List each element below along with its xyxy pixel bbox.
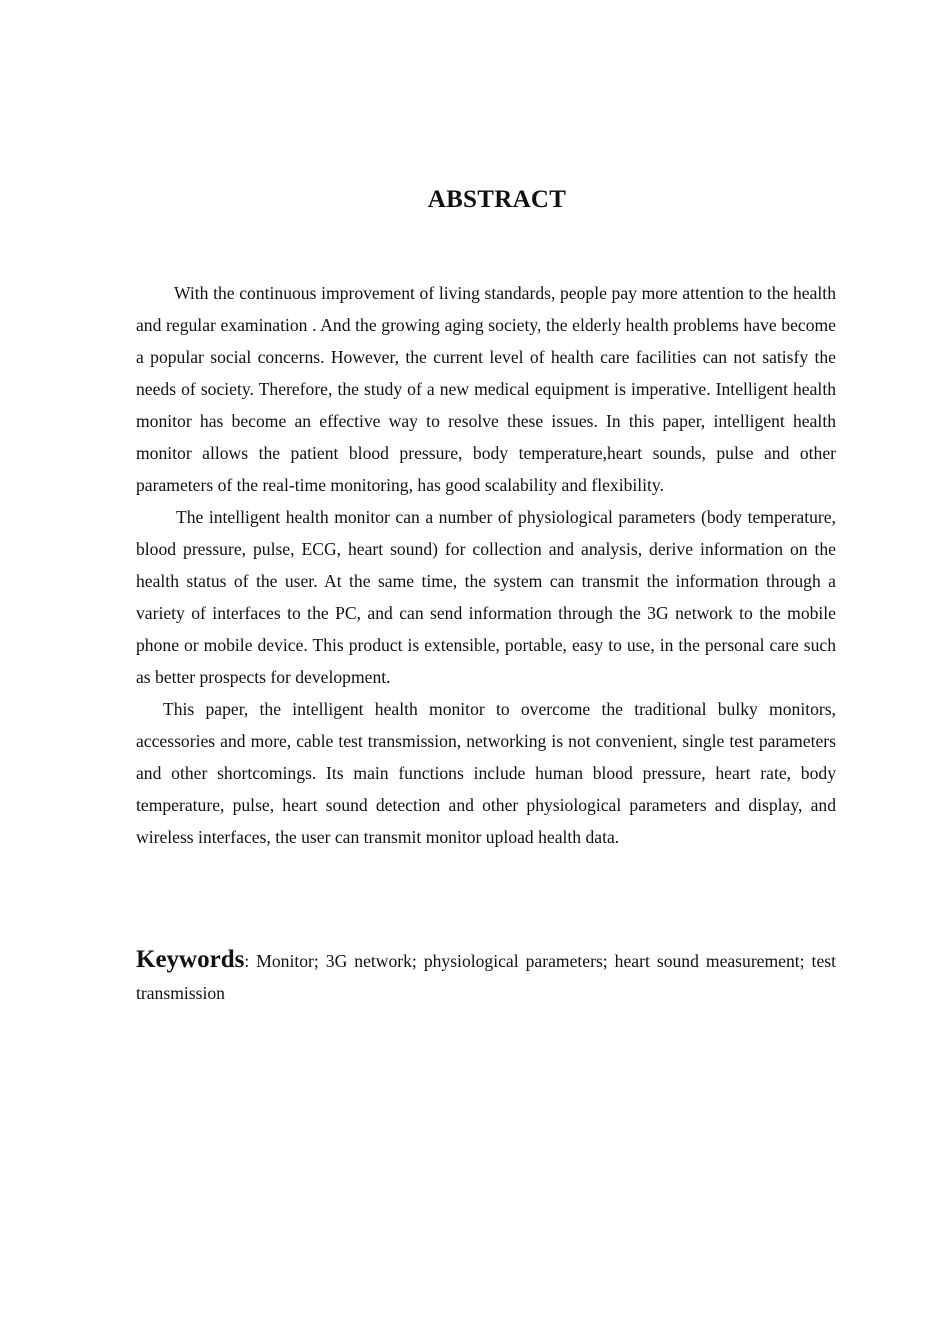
abstract-title: ABSTRACT [427, 186, 567, 213]
keywords-text: Monitor; 3G network; physiological parameters; heart sound measurement; test transmission [136, 951, 836, 1003]
keywords-separator: : [244, 951, 250, 971]
abstract-paragraph-1: With the continuous improvement of living standards, people pay more attention to the health and regular examination . And the growing aging society, the elderly health problems have become a popular social concerns. However, the current level of health care facilities can not satisfy the needs of society. Therefore, the study of a new medical equipment is imperative. Intelligent health monitor has become an effective way to resolve these issues. In this paper, intelligent health monitor allows the patient blood pressure, body temperature,heart sounds, pulse and other parameters of the real-time monitoring, has good scalability and flexibility. [136, 283, 836, 495]
keywords-label: Keywords [136, 946, 245, 973]
abstract-paragraph-3: This paper, the intelligent health monitor to overcome the traditional bulky monitors, accessories and more, cable test transmission, networking is not convenient, single test parameters and other shortcomings. Its main functions include human blood pressure, heart rate, body temperature, pulse, heart sound detection and other physiological parameters and display, and wireless interfaces, the user can transmit monitor upload health data. [136, 699, 836, 847]
abstract-paragraph-2: The intelligent health monitor can a number of physiological parameters (body temperature, blood pressure, pulse, ECG, heart sound) for collection and analysis, derive information on the health status of the user. At the same time, the system can transmit the information through a variety of interfaces to the PC, and can send information through the 3G network to the mobile phone or mobile device. This product is extensible, portable, easy to use, in the personal care such as better prospects for development. [136, 507, 836, 687]
keywords-section [136, 944, 836, 1009]
abstract-body [136, 277, 836, 853]
